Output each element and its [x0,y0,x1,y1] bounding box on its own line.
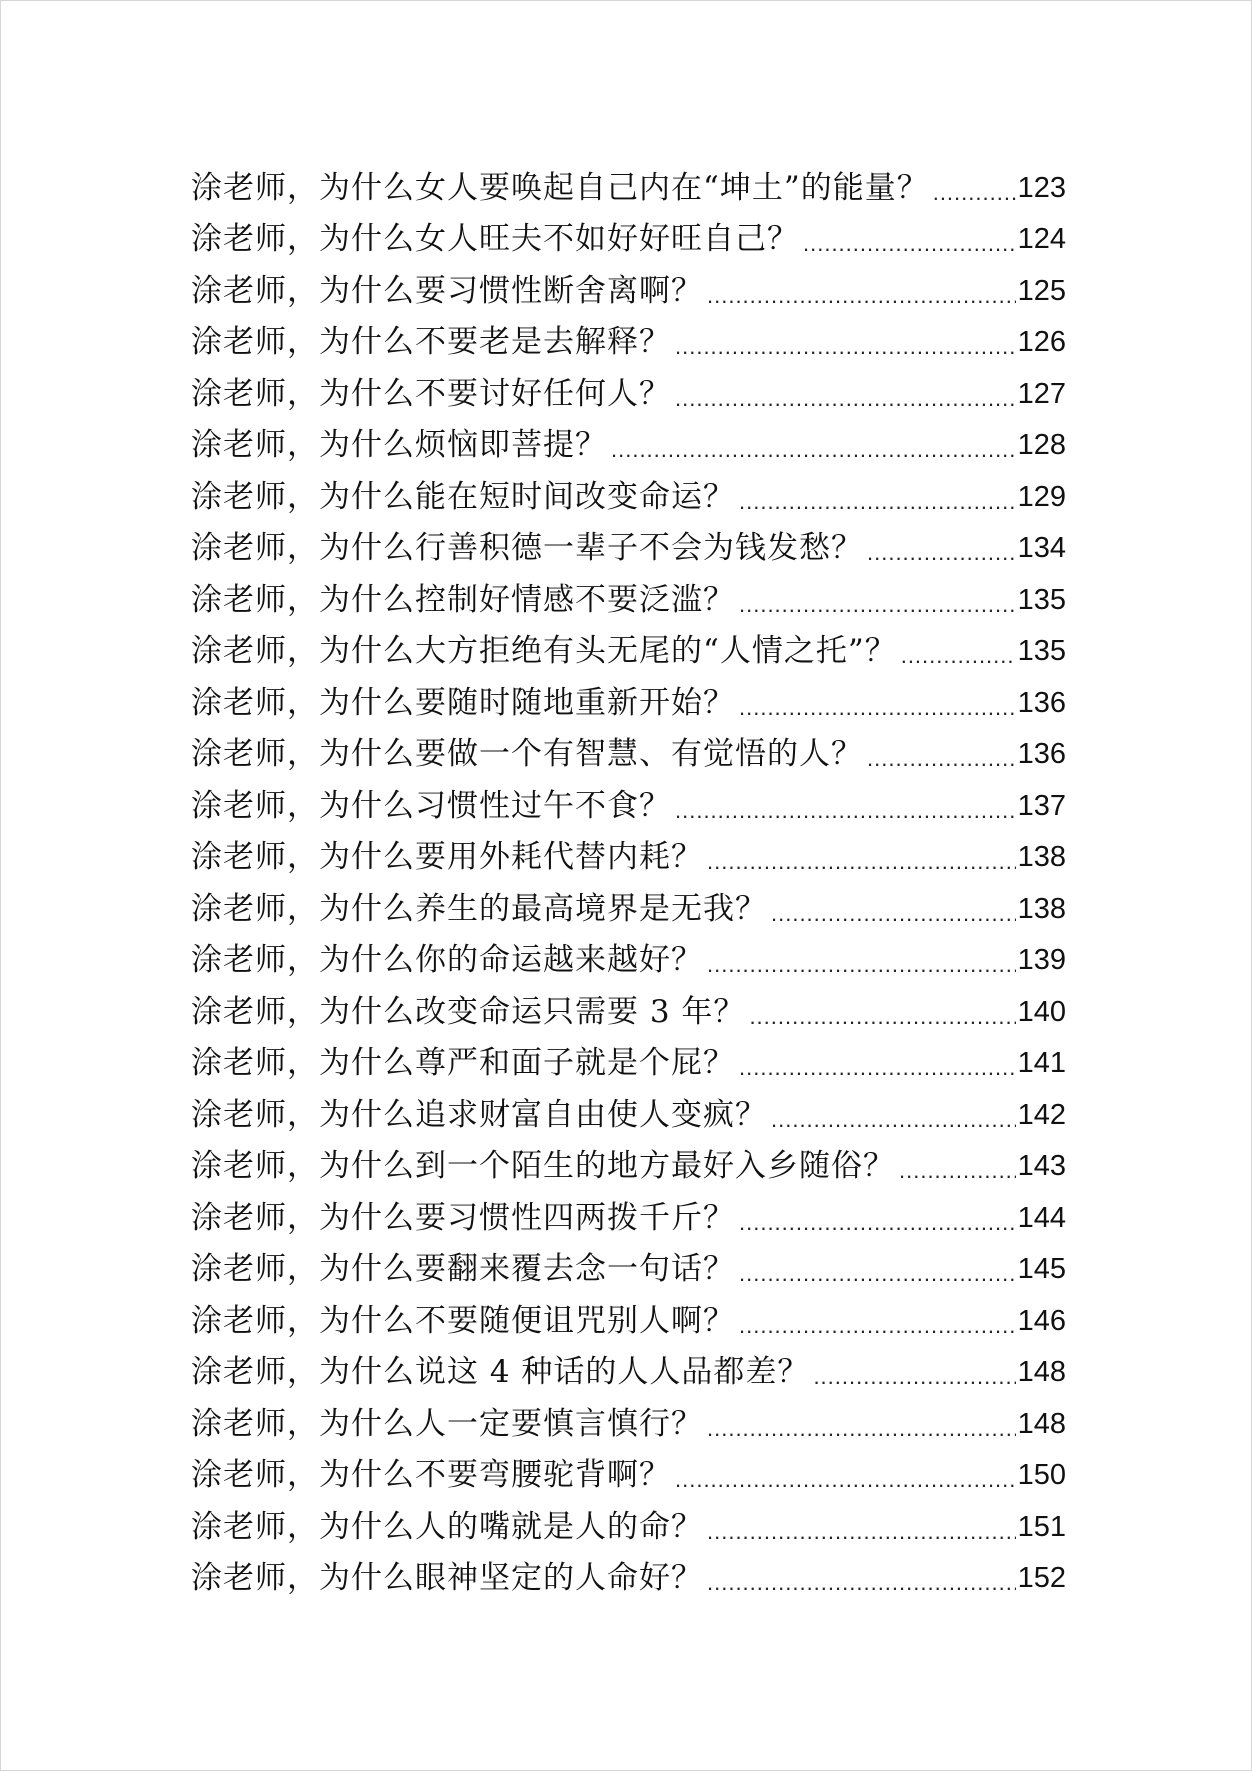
dot-leader [707,950,1016,980]
toc-entry-title: 涂老师，为什么养生的最高境界是无我？ [191,890,767,927]
toc-entry-page-number: 142 [1017,1098,1066,1131]
toc-entry[interactable] [191,774,1066,826]
toc-entry-title: 涂老师，为什么不要老是去解释？ [191,324,671,360]
toc-entry-page-number: 124 [1017,223,1066,255]
toc-entry-title: 涂老师，为什么要做一个有智慧、有觉悟的人？ [191,736,863,772]
dot-leader [901,641,1016,671]
toc-entry-title: 涂老师，为什么说这 4 种话的人人品都差？ [191,1354,810,1390]
dot-leader [707,281,1016,311]
toc-entry[interactable] [191,1341,1066,1393]
toc-entry[interactable] [191,1238,1066,1290]
toc-entry[interactable] [191,208,1066,260]
toc-entry[interactable] [191,311,1066,363]
dot-leader [739,1053,1016,1083]
toc-entry[interactable] [191,929,1066,981]
toc-entry-page-number: 151 [1017,1510,1066,1543]
dot-leader [739,1311,1016,1341]
toc-entry-page-number: 135 [1017,635,1066,667]
toc-entry[interactable] [191,877,1066,929]
toc-entry-title: 涂老师，为什么女人旺夫不如好好旺自己？ [191,221,799,257]
dot-leader [803,229,1016,259]
dot-leader [707,1517,1016,1547]
toc-entry-page-number: 123 [1017,171,1066,204]
toc-entry-title: 涂老师，为什么要习惯性断舍离啊？ [191,272,703,309]
dot-leader [675,332,1016,362]
toc-entry-title: 涂老师，为什么眼神坚定的人命好？ [191,1560,703,1596]
toc-entry-page-number: 127 [1017,377,1066,410]
toc-entry[interactable] [191,1186,1066,1238]
toc-entry-title: 涂老师，为什么人一定要慎言慎行？ [191,1405,703,1442]
toc-entry-title: 涂老师，为什么大方拒绝有头无尾的“人情之托”？ [191,633,897,669]
toc-entry[interactable] [191,1444,1066,1496]
dot-leader [739,590,1016,620]
toc-entry-page-number: 129 [1017,480,1066,513]
toc-entry-page-number: 126 [1017,326,1066,358]
toc-entry-page-number: 150 [1017,1459,1066,1491]
toc-entry-page-number: 138 [1017,892,1066,925]
toc-entry-page-number: 125 [1017,274,1066,307]
toc-entry[interactable] [191,671,1066,723]
dot-leader [611,435,1016,465]
toc-entry-page-number: 141 [1017,1047,1066,1079]
dot-leader [867,744,1016,774]
dot-leader [675,796,1016,826]
toc-entry-title: 涂老师，为什么到一个陌生的地方最好入乡随俗？ [191,1148,895,1184]
toc-entry-title: 涂老师，为什么女人要唤起自己内在“坤土”的能量？ [191,169,929,206]
toc-entry-title: 涂老师，为什么习惯性过午不食？ [191,787,671,824]
toc-entry[interactable] [191,465,1066,517]
toc-entry[interactable] [191,1135,1066,1187]
toc-entry[interactable] [191,1547,1066,1599]
toc-entry-title: 涂老师，为什么不要随便诅咒别人啊？ [191,1302,735,1339]
toc-entry-title: 涂老师，为什么人的嘴就是人的命？ [191,1508,703,1545]
toc-entry[interactable] [191,723,1066,775]
toc-entry-page-number: 140 [1017,995,1066,1028]
toc-entry-title: 涂老师，为什么你的命运越来越好？ [191,942,703,978]
dot-leader [933,178,1016,208]
toc-entry[interactable] [191,568,1066,620]
toc-entry[interactable] [191,1083,1066,1135]
toc-entry[interactable] [191,362,1066,414]
toc-entry-page-number: 143 [1017,1150,1066,1182]
toc-entry[interactable] [191,259,1066,311]
toc-entry-page-number: 128 [1017,429,1066,461]
toc-entry[interactable] [191,620,1066,672]
dot-leader [707,847,1016,877]
dot-leader [707,1414,1016,1444]
toc-entry-page-number: 138 [1017,841,1066,873]
toc-entry[interactable] [191,980,1066,1032]
toc-entry-title: 涂老师，为什么要翻来覆去念一句话？ [191,1251,735,1287]
toc-entry[interactable] [191,414,1066,466]
toc-entry-title: 涂老师，为什么追求财富自由使人变疯？ [191,1096,767,1133]
dot-leader [749,1002,1015,1032]
toc-entry-title: 涂老师，为什么不要弯腰驼背啊？ [191,1457,671,1493]
toc-entry-title: 涂老师，为什么要用外耗代替内耗？ [191,839,703,875]
toc-entry-page-number: 136 [1017,738,1066,770]
toc-entry-page-number: 137 [1017,789,1066,822]
toc-entry[interactable] [191,1289,1066,1341]
toc-entry-page-number: 144 [1017,1201,1066,1234]
dot-leader [739,1259,1016,1289]
toc-entry-title: 涂老师，为什么不要讨好任何人？ [191,375,671,412]
toc-entry-page-number: 136 [1017,686,1066,719]
dot-leader [867,538,1016,568]
toc-entry-title: 涂老师，为什么要随时随地重新开始？ [191,684,735,721]
dot-leader [771,1105,1016,1135]
toc-entry-page-number: 134 [1017,532,1066,564]
toc-entry-page-number: 145 [1017,1253,1066,1285]
toc-entry-title: 涂老师，为什么烦恼即菩提？ [191,427,607,463]
dot-leader [813,1362,1015,1392]
toc-entry-title: 涂老师，为什么改变命运只需要 3 年？ [191,993,746,1030]
dot-leader [771,899,1016,929]
toc-entry[interactable] [191,156,1066,208]
dot-leader [707,1568,1016,1598]
toc-entry-page-number: 148 [1017,1356,1066,1388]
toc-entry-page-number: 146 [1017,1304,1066,1337]
toc-entry-page-number: 152 [1017,1562,1066,1594]
toc-entry[interactable] [191,517,1066,569]
dot-leader [739,487,1016,517]
toc-entry-page-number: 139 [1017,944,1066,976]
dot-leader [675,384,1016,414]
toc-entry-title: 涂老师，为什么要习惯性四两拨千斤？ [191,1199,735,1236]
toc-entry-title: 涂老师，为什么尊严和面子就是个屁？ [191,1045,735,1081]
toc-entry-page-number: 135 [1017,583,1066,616]
toc-entry[interactable] [191,1032,1066,1084]
toc-entry[interactable] [191,826,1066,878]
toc-entry[interactable] [191,1392,1066,1444]
toc-entry-title: 涂老师，为什么控制好情感不要泛滥？ [191,581,735,618]
dot-leader [739,693,1016,723]
table-of-contents [191,156,1066,1598]
toc-entry-title: 涂老师，为什么行善积德一辈子不会为钱发愁？ [191,530,863,566]
dot-leader [899,1156,1016,1186]
dot-leader [675,1465,1016,1495]
dot-leader [739,1208,1016,1238]
toc-entry[interactable] [191,1495,1066,1547]
toc-entry-title: 涂老师，为什么能在短时间改变命运？ [191,478,735,515]
toc-entry-page-number: 148 [1017,1407,1066,1440]
